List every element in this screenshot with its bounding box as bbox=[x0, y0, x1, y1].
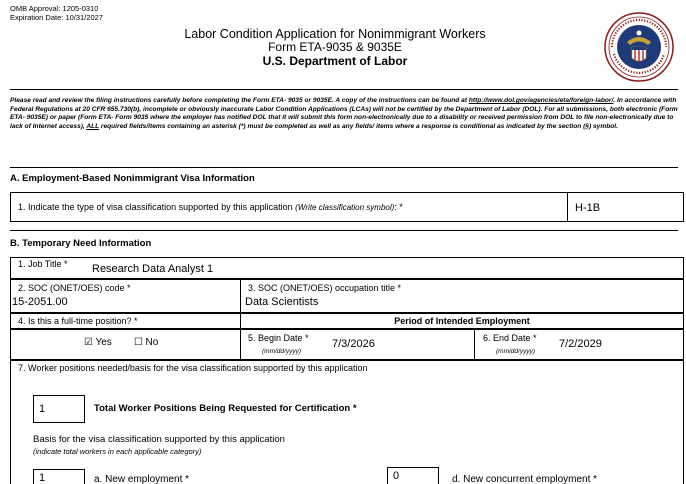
instructions-link[interactable]: http://www.dol.gov/agencies/eta/foreign-labor/ bbox=[468, 97, 614, 104]
visa-question-label: 1. Indicate the type of visa classification supported by this application (Write classification symbol): * bbox=[18, 202, 403, 212]
end-date-label: 6. End Date * bbox=[483, 333, 537, 343]
concurrent-employment-field[interactable]: 0 bbox=[387, 467, 439, 484]
worker-positions-label: 7. Worker positions needed/basis for the visa classification supported by this application bbox=[18, 363, 368, 373]
checkbox-checked-icon: ☑ bbox=[84, 337, 93, 348]
end-date-hint: (mm/dd/yyyy) bbox=[496, 348, 535, 355]
form-number: Form ETA-9035 & 9035E bbox=[268, 40, 402, 54]
basis-hint: (indicate total workers in each applicable category) bbox=[33, 447, 202, 456]
soc-code-label: 2. SOC (ONET/OES) code * bbox=[18, 283, 131, 293]
form-title: Labor Condition Application for Nonimmigrant Workers bbox=[184, 27, 486, 41]
no-label: No bbox=[145, 337, 159, 348]
begin-date-hint: (mm/dd/yyyy) bbox=[262, 348, 301, 355]
form-title-block bbox=[120, 27, 550, 68]
soc-code-value[interactable]: 15-2051.00 bbox=[12, 296, 68, 308]
soc-title-value[interactable]: Data Scientists bbox=[245, 296, 319, 308]
full-time-yes-option[interactable] bbox=[84, 337, 112, 348]
basis-label: Basis for the visa classification supported by this application bbox=[33, 434, 285, 445]
section-a-divider bbox=[10, 167, 678, 168]
visa-classification-value: H-1B bbox=[575, 202, 601, 214]
begin-date-value[interactable]: 7/3/2026 bbox=[332, 338, 375, 350]
header-divider bbox=[10, 89, 678, 90]
full-time-label: 4. Is this a full-time position? * bbox=[18, 316, 138, 326]
soc-divider bbox=[240, 279, 241, 313]
begin-date-label: 5. Begin Date * bbox=[248, 333, 309, 343]
concurrent-employment-label: d. New concurrent employment * bbox=[452, 474, 598, 484]
period-heading: Period of Intended Employment bbox=[394, 316, 530, 326]
department-name: U.S. Department of Labor bbox=[262, 54, 408, 68]
section-a-heading: A. Employment-Based Nonimmigrant Visa Information bbox=[10, 173, 255, 184]
worker-positions-section bbox=[10, 360, 684, 484]
job-title-value[interactable]: Research Data Analyst 1 bbox=[92, 263, 214, 275]
expiration-date: Expiration Date: 10/31/2027 bbox=[10, 12, 103, 22]
end-date-value[interactable]: 7/2/2029 bbox=[559, 338, 602, 350]
soc-title-label: 3. SOC (ONET/OES) occupation title * bbox=[248, 283, 402, 293]
total-positions-label: Total Worker Positions Being Requested for Certification * bbox=[94, 403, 357, 414]
omb-info bbox=[10, 5, 103, 22]
total-positions-field[interactable]: 1 bbox=[33, 395, 85, 423]
new-employment-field[interactable]: 1 bbox=[33, 469, 85, 484]
dates-divider bbox=[474, 329, 475, 360]
checkbox-empty-icon: ☐ bbox=[134, 337, 143, 348]
full-time-no-option[interactable] bbox=[134, 337, 158, 348]
filing-instructions: Please read and review the filing instructions carefully before completing the Form ETA- 9035 or 9035E. A copy of the instructions can be found at http://www.dol.gov/agencies/eta/foreign-labor/. In accordance with Federal Regulations at 20 CFR 655.730(b), incomplete or obviously inaccurate Labor Condition Applications (LCAs) will not be certified by the Department of Labor (DOL). For all submissions, both electronic (Form ETA- 9035E) or paper (Form ETA- Form 9035 where the employer has notified DOL that it will submit this form non-electronically due to a disability or received permission from DOL to file non-electronically due to lack of Internet access), ALL required fields/items containing an asterisk (*) must be completed as well as any fields/ items where a response is conditional as indicated by the section (§) symbol. bbox=[10, 97, 678, 130]
section-b-divider bbox=[10, 230, 678, 231]
yes-label: Yes bbox=[95, 337, 112, 348]
omb-approval: OMB Approval: 1205-0310 bbox=[10, 4, 99, 13]
dol-seal-icon bbox=[604, 12, 674, 82]
new-employment-label: a. New employment * bbox=[94, 474, 190, 484]
job-title-label: 1. Job Title * bbox=[18, 259, 68, 269]
section-b-heading: B. Temporary Need Information bbox=[10, 238, 152, 249]
